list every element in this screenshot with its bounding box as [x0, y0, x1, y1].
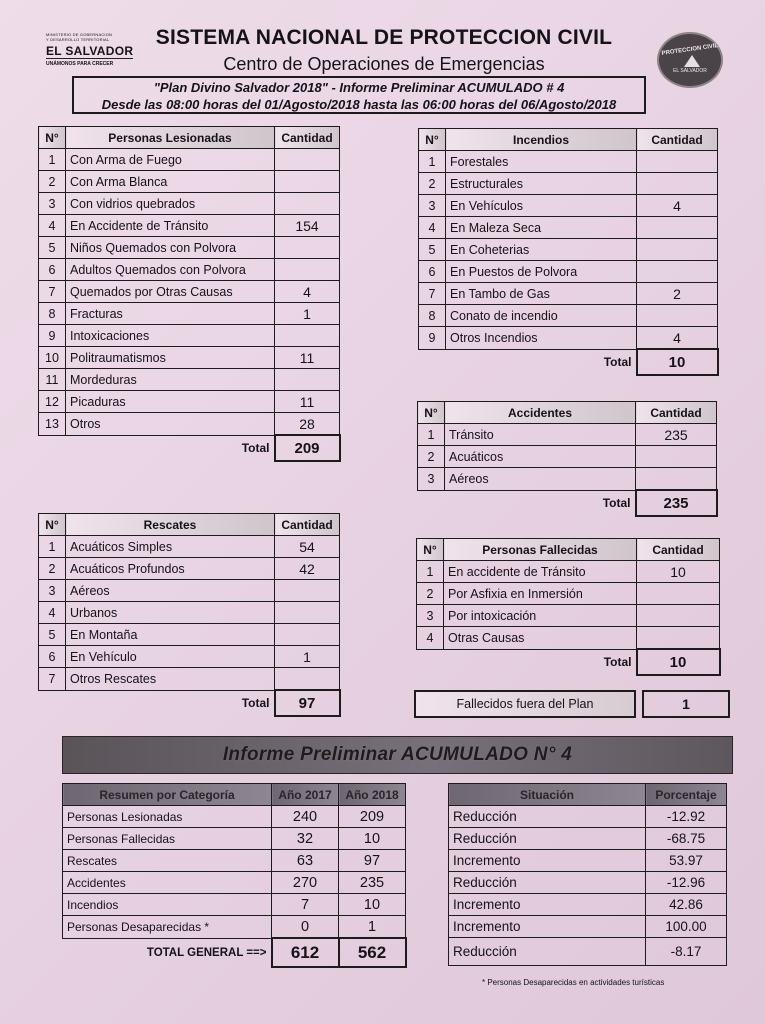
total-value: 209 [275, 435, 340, 461]
row-label: Acuáticos Profundos [66, 558, 275, 580]
row-quantity [275, 602, 340, 624]
situation-label: Reducción [449, 828, 646, 850]
table-header-row [449, 784, 727, 806]
table-row [417, 627, 720, 650]
col-qty: Cantidad [637, 129, 718, 151]
footnote: * Personas Desaparecidas en actividades turísticas [482, 978, 665, 987]
value-2018: 235 [339, 872, 406, 894]
total-value: 97 [275, 690, 340, 716]
value-2018: 209 [339, 806, 406, 828]
table-row [419, 151, 718, 173]
row-number: 8 [419, 305, 446, 327]
table-header-row [39, 514, 340, 536]
row-quantity [275, 369, 340, 391]
col-n: N° [417, 539, 444, 561]
row-quantity: 1 [275, 646, 340, 668]
col-porcentaje: Porcentaje [646, 784, 727, 806]
col-n: N° [419, 129, 446, 151]
table-row [39, 413, 340, 436]
value-2017: 63 [272, 850, 339, 872]
row-label: En Vehículos [446, 195, 637, 217]
table-row [39, 347, 340, 369]
row-number: 2 [419, 173, 446, 195]
row-label: Niños Quemados con Polvora [66, 237, 275, 259]
row-number: 3 [39, 193, 66, 215]
row-quantity [275, 259, 340, 281]
row-quantity [637, 583, 720, 605]
resumen-table [62, 783, 407, 968]
row-quantity [636, 468, 717, 491]
total-value: 235 [636, 490, 717, 516]
row-label: En Maleza Seca [446, 217, 637, 239]
situacion-table [448, 783, 727, 966]
table-row [39, 325, 340, 347]
situation-label: Incremento [449, 850, 646, 872]
value-2018: 10 [339, 828, 406, 850]
table-row [39, 558, 340, 580]
total-value: 10 [637, 649, 720, 675]
category-name: Accidentes [63, 872, 272, 894]
row-number: 1 [419, 151, 446, 173]
row-label: Intoxicaciones [66, 325, 275, 347]
fallecidos-fuera-box [414, 690, 732, 718]
table-row [419, 283, 718, 305]
row-number: 10 [39, 347, 66, 369]
table-row [63, 806, 406, 828]
row-number: 7 [419, 283, 446, 305]
row-quantity: 4 [637, 327, 718, 350]
value-2018: 97 [339, 850, 406, 872]
row-number: 2 [39, 558, 66, 580]
row-quantity [275, 668, 340, 691]
table-row [39, 369, 340, 391]
col-label: Personas Fallecidas [444, 539, 637, 561]
table-row [63, 872, 406, 894]
percentage-value: 53.97 [646, 850, 727, 872]
logo-motto: UNÁMONOS PARA CRECER [46, 61, 114, 67]
table-row [419, 195, 718, 217]
row-number: 5 [419, 239, 446, 261]
row-number: 7 [39, 668, 66, 691]
situation-label: Reducción [449, 872, 646, 894]
row-number: 1 [417, 561, 444, 583]
percentage-value: -12.96 [646, 872, 727, 894]
col-qty: Cantidad [636, 402, 717, 424]
row-number: 6 [419, 261, 446, 283]
row-number: 3 [419, 195, 446, 217]
row-label: Picaduras [66, 391, 275, 413]
rescates-table [38, 513, 341, 717]
row-number: 6 [39, 646, 66, 668]
row-quantity: 10 [637, 561, 720, 583]
fallecidas-table [416, 538, 721, 676]
row-number: 1 [39, 536, 66, 558]
percentage-value: 100.00 [646, 916, 727, 938]
plan-line-2: Desde las 08:00 horas del 01/Agosto/2018 hasta las 06:00 horas del 06/Agosto/2018 [101, 97, 617, 112]
table-row [39, 536, 340, 558]
row-label: En Puestos de Polvora [446, 261, 637, 283]
table-row [419, 173, 718, 195]
category-name: Personas Desaparecidas * [63, 916, 272, 939]
row-quantity [275, 171, 340, 193]
row-label: Aéreos [66, 580, 275, 602]
table-row [419, 239, 718, 261]
value-2017: 240 [272, 806, 339, 828]
table-row [39, 602, 340, 624]
col-n: N° [39, 127, 66, 149]
row-quantity [637, 261, 718, 283]
summary-banner: Informe Preliminar ACUMULADO N° 4 [62, 736, 733, 774]
col-2018: Año 2018 [339, 784, 406, 806]
value-2017: 7 [272, 894, 339, 916]
page-title: SISTEMA NACIONAL DE PROTECCION CIVIL [155, 26, 613, 49]
col-label: Incendios [446, 129, 637, 151]
table-row [39, 237, 340, 259]
table-header-row [39, 127, 340, 149]
row-quantity [637, 605, 720, 627]
row-number: 2 [417, 583, 444, 605]
row-label: Mordeduras [66, 369, 275, 391]
table-row [449, 938, 727, 966]
row-label: Quemados por Otras Causas [66, 281, 275, 303]
row-label: Aéreos [445, 468, 636, 491]
row-quantity [637, 239, 718, 261]
col-qty: Cantidad [637, 539, 720, 561]
table-header-row [419, 129, 718, 151]
col-categoria: Resumen por Categoría [63, 784, 272, 806]
table-row [39, 624, 340, 646]
total-label: Total [241, 441, 270, 456]
category-name: Incendios [63, 894, 272, 916]
row-label: En Accidente de Tránsito [66, 215, 275, 237]
row-quantity [637, 305, 718, 327]
row-label: Adultos Quemados con Polvora [66, 259, 275, 281]
total-row [418, 490, 717, 516]
row-quantity [275, 149, 340, 171]
row-label: En Tambo de Gas [446, 283, 637, 305]
table-row [39, 303, 340, 325]
table-row [63, 828, 406, 850]
col-qty: Cantidad [275, 127, 340, 149]
row-number: 12 [39, 391, 66, 413]
row-quantity [275, 624, 340, 646]
logo-country-name: EL SALVADOR [46, 44, 134, 58]
col-2017: Año 2017 [272, 784, 339, 806]
table-row [39, 668, 340, 691]
row-label: Urbanos [66, 602, 275, 624]
total-general-2018: 562 [339, 938, 406, 967]
table-header-row [418, 402, 717, 424]
table-row [63, 916, 406, 939]
row-quantity: 28 [275, 413, 340, 436]
table-row [418, 424, 717, 446]
value-2017: 270 [272, 872, 339, 894]
total-general-label: TOTAL GENERAL ==> [146, 946, 267, 959]
row-number: 3 [417, 605, 444, 627]
total-row [39, 435, 340, 461]
row-label: Con Arma Blanca [66, 171, 275, 193]
row-quantity: 1 [275, 303, 340, 325]
plan-info-box [72, 76, 646, 114]
table-row [63, 850, 406, 872]
fallecidos-fuera-label: Fallecidos fuera del Plan [414, 690, 636, 718]
row-quantity: 235 [636, 424, 717, 446]
row-label: Otros [66, 413, 275, 436]
total-label: Total [241, 696, 270, 711]
row-number: 3 [418, 468, 445, 491]
value-2017: 0 [272, 916, 339, 939]
situation-label: Incremento [449, 916, 646, 938]
row-label: Politraumatismos [66, 347, 275, 369]
row-quantity: 42 [275, 558, 340, 580]
row-label: En Montaña [66, 624, 275, 646]
total-general-2017: 612 [272, 938, 339, 967]
row-number: 9 [39, 325, 66, 347]
row-label: Por Asfixia en Inmersión [444, 583, 637, 605]
row-number: 1 [39, 149, 66, 171]
category-name: Rescates [63, 850, 272, 872]
row-label: Conato de incendio [446, 305, 637, 327]
row-number: 4 [39, 602, 66, 624]
row-number: 7 [39, 281, 66, 303]
row-quantity: 154 [275, 215, 340, 237]
table-row [63, 894, 406, 916]
row-label: Tránsito [445, 424, 636, 446]
col-label: Accidentes [445, 402, 636, 424]
col-qty: Cantidad [275, 514, 340, 536]
total-label: Total [603, 355, 632, 370]
row-quantity: 54 [275, 536, 340, 558]
row-quantity: 4 [637, 195, 718, 217]
row-label: Acuáticos [445, 446, 636, 468]
table-row [449, 916, 727, 938]
col-label: Personas Lesionadas [66, 127, 275, 149]
row-label: En Coheterias [446, 239, 637, 261]
percentage-value: -8.17 [646, 938, 727, 966]
seal-top-text: PROTECCION CIVIL [661, 43, 719, 57]
table-row [417, 561, 720, 583]
row-quantity: 11 [275, 347, 340, 369]
table-row [39, 215, 340, 237]
table-row [449, 850, 727, 872]
row-number: 9 [419, 327, 446, 350]
table-row [449, 806, 727, 828]
row-label: En accidente de Tránsito [444, 561, 637, 583]
table-row [39, 646, 340, 668]
page-subtitle: Centro de Operaciones de Emergencias [223, 54, 545, 74]
row-number: 4 [39, 215, 66, 237]
col-n: N° [39, 514, 66, 536]
total-label: Total [603, 655, 632, 670]
logo-ministry-line-1: MINISTERIO DE GOBERNACION [46, 32, 113, 37]
percentage-value: -12.92 [646, 806, 727, 828]
row-label: Otros Rescates [66, 668, 275, 691]
plan-line-1: "Plan Divino Salvador 2018" - Informe Preliminar ACUMULADO # 4 [153, 80, 565, 95]
table-row [39, 281, 340, 303]
col-situacion: Situación [449, 784, 646, 806]
seal-bottom-text: EL SALVADOR [673, 68, 707, 74]
row-number: 3 [39, 580, 66, 602]
table-row [39, 171, 340, 193]
table-row [449, 894, 727, 916]
value-2018: 1 [339, 916, 406, 939]
row-quantity [637, 151, 718, 173]
row-quantity [636, 446, 717, 468]
row-label: Acuáticos Simples [66, 536, 275, 558]
total-row [419, 349, 718, 375]
logo-ministry-line-2: Y DESARROLLO TERRITORIAL [46, 37, 110, 42]
percentage-value: 42.86 [646, 894, 727, 916]
table-row [39, 580, 340, 602]
row-number: 5 [39, 624, 66, 646]
category-name: Personas Fallecidas [63, 828, 272, 850]
table-row [418, 468, 717, 491]
table-row [419, 305, 718, 327]
row-label: Otras Causas [444, 627, 637, 650]
situation-label: Reducción [449, 938, 646, 966]
table-row [449, 872, 727, 894]
row-number: 4 [419, 217, 446, 239]
table-row [419, 217, 718, 239]
row-quantity [275, 193, 340, 215]
table-row [39, 193, 340, 215]
row-quantity [275, 325, 340, 347]
table-row [449, 828, 727, 850]
table-row [417, 583, 720, 605]
total-row [39, 690, 340, 716]
col-label: Rescates [66, 514, 275, 536]
row-number: 8 [39, 303, 66, 325]
percentage-value: -68.75 [646, 828, 727, 850]
row-number: 2 [39, 171, 66, 193]
row-quantity [637, 217, 718, 239]
value-2018: 10 [339, 894, 406, 916]
category-name: Personas Lesionadas [63, 806, 272, 828]
row-quantity: 11 [275, 391, 340, 413]
table-row [39, 149, 340, 171]
situation-label: Reducción [449, 806, 646, 828]
row-label: Con vidrios quebrados [66, 193, 275, 215]
row-number: 6 [39, 259, 66, 281]
row-quantity [275, 580, 340, 602]
row-label: Por intoxicación [444, 605, 637, 627]
lesionados-table [38, 126, 341, 462]
accidentes-table [417, 401, 718, 517]
table-row [39, 259, 340, 281]
total-label: Total [602, 496, 631, 511]
total-row [417, 649, 720, 675]
row-number: 13 [39, 413, 66, 436]
row-number: 4 [417, 627, 444, 650]
row-quantity [275, 237, 340, 259]
incendios-table [418, 128, 719, 376]
table-header-row [63, 784, 406, 806]
situation-label: Incremento [449, 894, 646, 916]
row-quantity [637, 173, 718, 195]
table-row [419, 327, 718, 350]
table-row [417, 605, 720, 627]
value-2017: 32 [272, 828, 339, 850]
total-value: 10 [637, 349, 718, 375]
row-number: 5 [39, 237, 66, 259]
row-number: 1 [418, 424, 445, 446]
table-row [39, 391, 340, 413]
row-label: Forestales [446, 151, 637, 173]
row-quantity: 4 [275, 281, 340, 303]
row-number: 11 [39, 369, 66, 391]
row-quantity: 2 [637, 283, 718, 305]
table-header-row [417, 539, 720, 561]
row-label: En Vehículo [66, 646, 275, 668]
row-number: 2 [418, 446, 445, 468]
fallecidos-fuera-value: 1 [642, 690, 730, 718]
row-label: Fracturas [66, 303, 275, 325]
table-row [418, 446, 717, 468]
table-row [419, 261, 718, 283]
total-general-row [63, 938, 406, 967]
col-n: N° [418, 402, 445, 424]
row-quantity [637, 627, 720, 650]
row-label: Con Arma de Fuego [66, 149, 275, 171]
triangle-icon [684, 55, 700, 67]
row-label: Otros Incendios [446, 327, 637, 350]
row-label: Estructurales [446, 173, 637, 195]
